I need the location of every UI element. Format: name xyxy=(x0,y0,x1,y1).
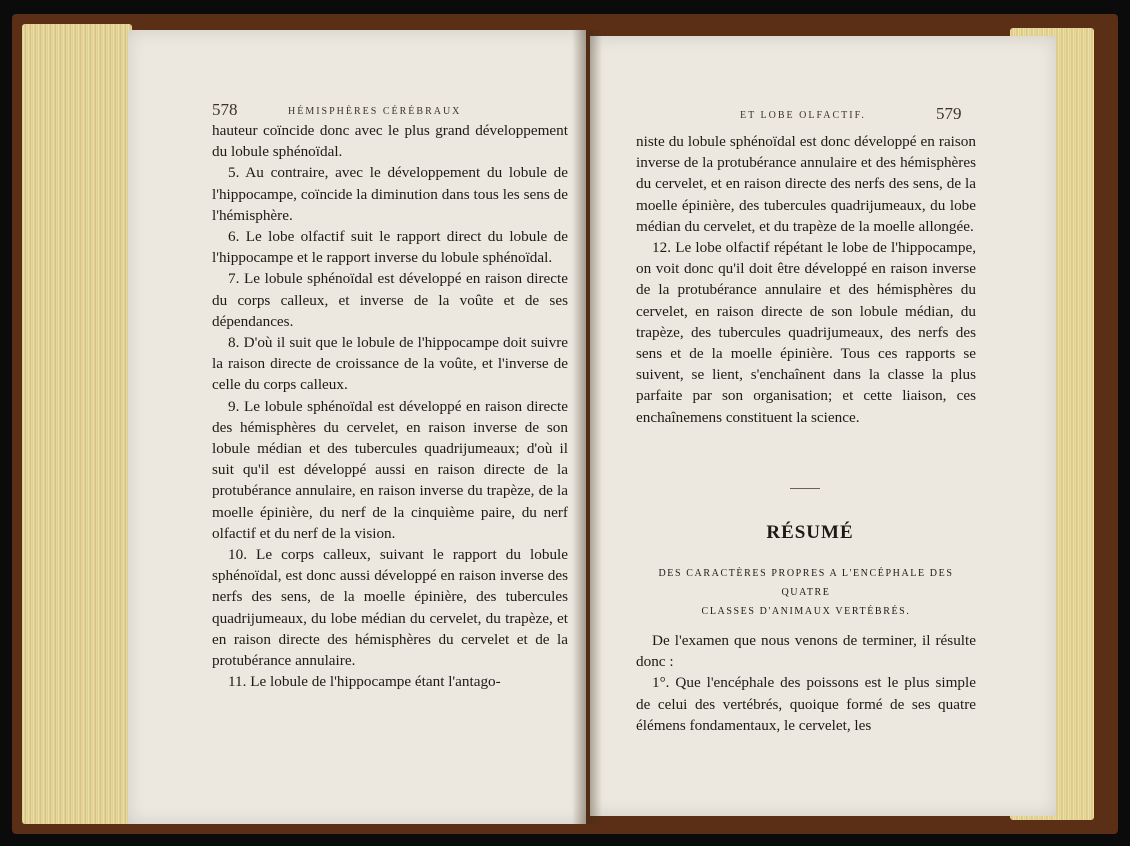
paragraph: 11. Le lobule de l'hippocampe étant l'antago- xyxy=(228,673,501,691)
paragraph: hauteur coïncide donc avec le plus grand développement du lobule sphénoïdal. xyxy=(212,122,568,161)
left-page-number: 578 xyxy=(212,100,238,119)
section-title: RÉSUMÉ xyxy=(766,522,854,543)
paragraph: 5. Au contraire, avec le développement du lobule de l'hippocampe, coïncide la diminution dans tous les sens de l'hémisphère. xyxy=(212,164,568,224)
left-body-text xyxy=(212,120,568,692)
subtitle-line: DES CARACTÈRES PROPRES A L'ENCÉPHALE DES QUATRE xyxy=(658,568,954,598)
paragraph: 1°. Que l'encéphale des poissons est le plus simple de celui des vertébrés, quoique formé de ses quatre élémens fondamentaux, le cervelet, les xyxy=(636,674,976,734)
page-edges-left xyxy=(22,24,132,824)
section-divider xyxy=(790,488,820,489)
right-page xyxy=(590,36,1056,816)
subtitle-line: CLASSES D'ANIMAUX VERTÉBRÉS. xyxy=(701,606,911,617)
right-body-text-bottom xyxy=(636,630,976,736)
right-body-text xyxy=(636,131,976,428)
paragraph: 10. Le corps calleux, suivant le rapport du lobule sphénoïdal, est donc aussi développé en raison inverse des nerfs des sens, de la moelle épinière, des tubercules quadrijumeaux, du lobe médian du cervelet, du trapèze, et en raison directe des hémisphères du cervelet et de la protubérance annulaire. xyxy=(212,546,568,670)
right-page-number: 579 xyxy=(936,104,962,123)
left-running-header: HÉMISPHÈRES CÉRÉBRAUX xyxy=(288,106,462,117)
paragraph: 6. Le lobe olfactif suit le rapport direct du lobule de l'hippocampe et le rapport inverse du lobule sphénoïdal. xyxy=(212,228,568,267)
paragraph: 8. D'où il suit que le lobule de l'hippocampe doit suivre la raison directe de croissance de la voûte, et l'inverse de celle du corps calleux. xyxy=(212,334,568,394)
paragraph: 12. Le lobe olfactif répétant le lobe de l'hippocampe, on voit donc qu'il doit être développé en raison inverse de la protubérance annulaire et des hémisphères du cervelet, en raison directe de son lobule médian, du trapèze, des tubercules quadrijumeaux, des nerfs des sens et de la moelle épinière. Tous ces rapports se suivent, se lient, s'enchaînent dans la classe la plus parfaite par son organisation; et cette liaison, ces enchaînemens constituent la science. xyxy=(636,239,976,426)
paragraph: 7. Le lobule sphénoïdal est développé en raison directe du corps calleux, et inverse de la voûte et de ses dépendances. xyxy=(212,270,568,330)
paragraph: De l'examen que nous venons de terminer, il résulte donc : xyxy=(636,632,976,671)
left-page xyxy=(128,30,586,824)
book-gutter xyxy=(572,30,602,824)
right-running-header: ET LOBE OLFACTIF. xyxy=(740,110,866,121)
paragraph: niste du lobule sphénoïdal est donc développé en raison inverse de la protubérance annulaire et des hémisphères du cervelet, et en raison directe des nerfs des sens, de la moelle épinière, des tubercules quadrijumeaux, du lobe médian du cervelet, et du trapèze de la moelle allongée. xyxy=(636,133,976,235)
paragraph: 9. Le lobule sphénoïdal est développé en raison directe des hémisphères du cervelet, en raison inverse de son lobule médian et des tubercules quadrijumeaux; d'où il suit qu'il est développé aussi en raison directe de la protubérance annulaire, en raison inverse du trapèze, de la moelle épinière, du nerf de la cinquième paire, du nerf olfactif et du nerf de la vision. xyxy=(212,397,568,542)
section-subtitle xyxy=(636,564,976,621)
